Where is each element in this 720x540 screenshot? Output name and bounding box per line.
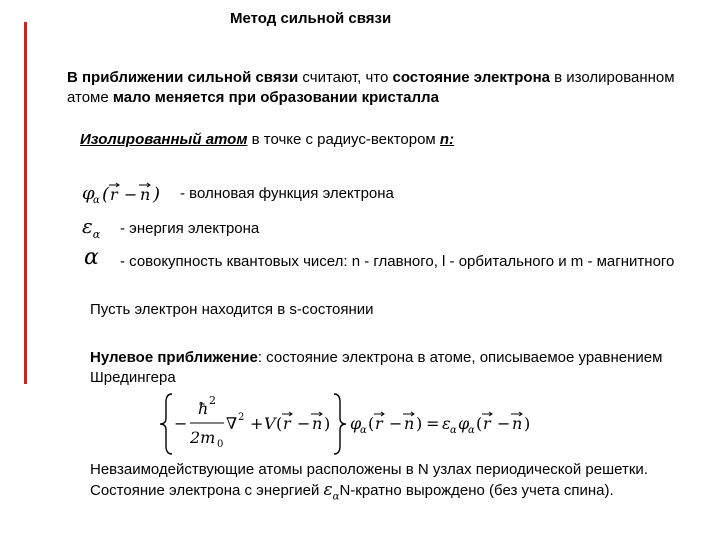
accent-bar [24,22,27,384]
svg-text:r: r [483,414,491,433]
svg-text:r: r [375,414,383,433]
eq-square: 2 [209,394,216,407]
svg-text:(: ( [476,414,483,433]
svg-text:n: n [140,185,151,204]
slide-title: Метод сильной связи [230,10,392,27]
svg-text:α: α [93,195,100,206]
isolated-atom-label: Изолированный атом [80,131,248,148]
final-energy-symbol [323,480,340,503]
svg-text:∇: ∇ [226,414,238,433]
eq-minus: − [174,414,188,433]
svg-text:+: + [250,414,264,433]
svg-text:(: ( [102,184,110,205]
intro-text-4: в изолированном атоме [67,69,675,106]
eq-den-sub: 0 [217,439,224,450]
svg-text:(: ( [368,414,375,433]
energy-symbol: $\varepsilon_\alpha$ [82,214,101,241]
wavefunction-description: - волновая функция электрона [180,185,394,202]
zero-approximation [90,348,690,388]
intro-bold-5: мало меняется при образовании кристалла [112,89,439,106]
eq-denominator: 2m [190,428,216,447]
intro-text-2: считают, что [298,69,393,86]
svg-text:α: α [468,425,475,436]
svg-text:): ) [153,184,161,205]
svg-text:V: V [264,414,276,433]
eq-phi-sub: α [360,425,367,436]
zero-approx-label: Нулевое приближение [90,349,258,366]
schrodinger-equation-svg [158,392,558,456]
svg-text:r: r [110,185,118,204]
eq-equals: = [426,414,440,433]
eq-hbar: ħ [198,399,209,418]
isolated-atom-line [80,130,700,150]
s-state-sentence: Пусть электрон находится в s-состоянии [90,301,374,318]
svg-text:φ: φ [82,183,95,204]
intro-bold-1: В приближении сильной связи [67,69,299,86]
isolated-atom-text: в точке с радиус-вектором [247,131,440,148]
intro-paragraph [67,68,707,108]
energy-description: - энергия электрона [120,220,260,237]
radius-vector-label: n: [439,131,455,148]
svg-text:−: − [497,414,511,433]
svg-text:(: ( [276,414,283,433]
svg-text:φ: φ [458,414,470,433]
svg-text:−: − [124,185,138,204]
wavefunction-formula [82,180,174,208]
svg-text:−: − [297,414,311,433]
final-text-1: Невзаимодействующие атомы расположены в N узлах периодической решетки. Состояние электрона с энергией [90,461,648,499]
final-paragraph [90,460,690,507]
zero-approx-text: : состояние электрона в атоме, описываемое уравнением Шредингера [90,349,663,386]
svg-text:): ) [324,414,331,433]
svg-text:): ) [416,414,423,433]
svg-text:2: 2 [238,412,245,423]
svg-text:): ) [524,414,531,433]
svg-text:r: r [283,414,291,433]
alpha-symbol: α [84,245,99,270]
svg-text:α: α [450,425,457,436]
eq-eps: ε [442,414,451,433]
svg-text:n: n [404,414,415,433]
wavefunction-symbol [82,180,174,213]
final-text-2: N-кратно вырождено (без учета спина). [339,482,614,499]
svg-text:n: n [512,414,523,433]
eq-phi: φ [350,414,362,433]
svg-text:n: n [312,414,323,433]
schrodinger-equation [158,392,558,456]
final-eps: ε [323,480,333,500]
alpha-description: - совокупность квантовых чисел: n - главного, l - орбитального и m - магнитного [120,253,675,270]
intro-bold-3: состояние электрона [392,69,550,86]
svg-text:−: − [389,414,403,433]
final-eps-sub: α [332,491,340,503]
